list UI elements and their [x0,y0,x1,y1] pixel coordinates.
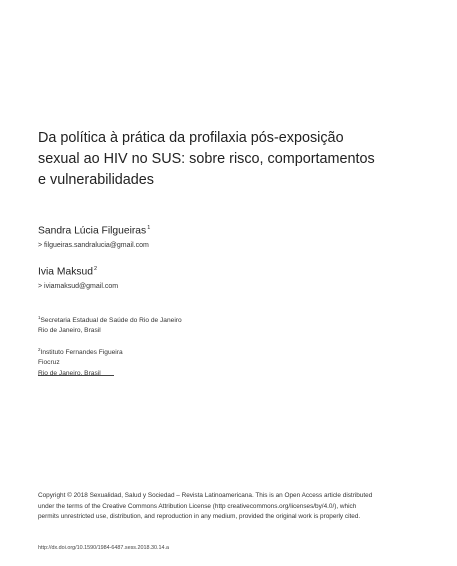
article-title [38,128,438,191]
title-line: sexual ao HIV no SUS: sobre risco, comportamentos [38,151,375,167]
license-notice: Copyright © 2018 Sexualidad, Salud y Sociedad – Revista Latinoamericana. This is an Open Access article distributed under the terms of the Creative Commons Attribution License (http creativecommons.org/licenses/by/4.0/), which permits unrestricted use, distribution, and reproduction in any medium, provided the original work is properly cited. [38,492,373,520]
author-email[interactable]: > filgueiras.sandralucia@gmail.com [38,242,149,249]
author-affiliation-marker: 2 [93,266,98,272]
title-line: e vulnerabilidades [38,172,155,188]
author-name: Sandra Lúcia Filgueiras$^1$ [38,225,151,237]
author-affiliation-marker: 1 [147,225,151,231]
title-line: Da política à prática da profilaxia pós-exposição [38,130,344,146]
author-email[interactable]: > iviamaksud@gmail.com [38,283,119,290]
doi-link[interactable]: http://dx.doi.org/10.1590/1984-6487.sess.2018.30.14.a [38,545,169,551]
affiliation: $^2$Instituto Fernandes Figueira Fiocruz Rio de Janeiro, Brasil [38,347,123,377]
affiliation: $^1$Secretaria Estadual de Saúde do Rio de Janeiro Rio de Janeiro, Brasil [38,315,182,335]
footnote-divider [38,375,114,376]
author-name: Ivia Maksud$^2$ [38,266,98,278]
